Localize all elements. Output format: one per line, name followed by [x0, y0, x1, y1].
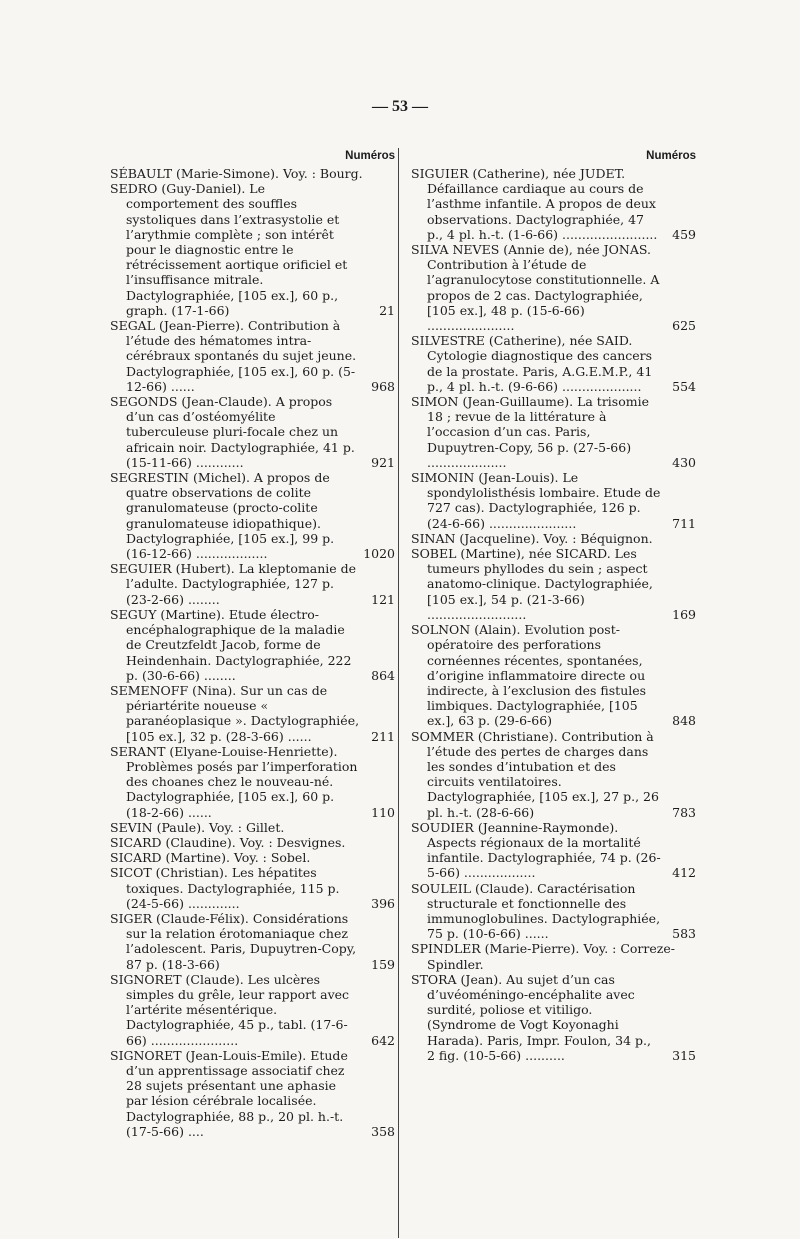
entry-text: STORA (Jean). Au sujet d’un cas d’uvéoméningo-encéphalite avec surdité, poliose et vitiligo. (Syndrome de Vogt Koyonaghi Harada). Paris, Impr. Foulon, 34 p., 2 fig. (10-5-66) .......... [411, 971, 651, 1063]
entry-number: 315 [672, 1047, 696, 1063]
entry-number: 864 [371, 667, 395, 683]
entry-text: SEMENOFF (Nina). Sur un cas de périartérite noueuse « paranéoplasique ». Dactylographiée, [105 ex.], 32 p. (28-3-66) ...... [110, 682, 360, 744]
entry-list [411, 166, 696, 1063]
entry-text: SIMONIN (Jean-Louis). Le spondylolisthésis lombaire. Etude de 727 cas). Dactylographiée, 126 p. (24-6-66) ...................... [411, 470, 661, 531]
column-header: Numéros [345, 150, 395, 162]
entry-text: SIGUIER (Catherine), née JUDET. Défaillance cardiaque au cours de l’asthme infantile. A propos de deux observations. Dactylographiée, 47 p., 4 pl. h.-t. (1-6-66) ........................ [411, 166, 658, 242]
index-entry [110, 972, 395, 1048]
index-entry [110, 318, 395, 394]
entry-number: 459 [672, 226, 696, 242]
entry-text: SEGONDS (Jean-Claude). A propos d’un cas d’ostéomyélite tuberculeuse pluri-focale chez un africain noir. Dactylographiée, 41 p. (15-11-66) ............ [110, 394, 355, 470]
index-entry [411, 820, 696, 881]
column-divider [398, 148, 399, 1238]
entry-number: 968 [371, 378, 395, 394]
entry-text: SEGUIER (Hubert). La kleptomanie de l’adulte. Dactylographiée, 127 p. (23-2-66) ........ [110, 561, 357, 607]
index-entry [411, 242, 696, 333]
index-entry [110, 835, 395, 850]
index-entry [411, 972, 696, 1063]
entry-text: SEGRESTIN (Michel). A propos de quatre observations de colite granulomateuse (procto-colite granulomateuse idiopathique). Dactylographiée, [105 ex.], 99 p. (16-12-66) .................. [110, 470, 335, 562]
entry-number: 642 [371, 1032, 395, 1048]
index-entry [411, 622, 696, 728]
index-entry [411, 166, 696, 242]
entry-text: SEGAL (Jean-Pierre). Contribution à l’étude des hématomes intra-cérébraux spontanés du sujet jeune. Dactylographiée, [105 ex.], 60 p. (5-12-66) ...... [110, 318, 357, 394]
entry-number: 583 [672, 926, 696, 942]
page-number: — 53 — [372, 98, 428, 115]
index-entry [110, 683, 395, 744]
index-entry [411, 531, 696, 546]
entry-number: 1020 [363, 546, 395, 562]
entry-number: 783 [672, 804, 696, 820]
entry-text: SICARD (Martine). Voy. : Sobel. [110, 850, 311, 866]
entry-text: SOBEL (Martine), née SICARD. Les tumeurs phyllodes du sein ; aspect anatomo-clinique. Dactylographiée, [105 ex.], 54 p. (21-3-66) ......................... [411, 546, 653, 622]
entry-number: 21 [379, 302, 395, 318]
entry-number: 169 [672, 606, 696, 622]
index-entry [110, 470, 395, 561]
index-entry [110, 166, 395, 181]
index-entry [110, 865, 395, 911]
entry-number: 396 [371, 895, 395, 911]
entry-number: 921 [371, 454, 395, 470]
entry-text: SOLNON (Alain). Evolution post-opératoire des perforations cornéennes récentes, spontanées, d’origine inflammatoire directe ou indirecte, à l’exclusion des fistules limbiques. Dactylographiée, [105 ex.], 63 p. (29-6-66) [411, 622, 647, 729]
index-entry [411, 470, 696, 531]
entry-text: SOULEIL (Claude). Caractérisation structurale et fonctionnelle des immunoglobulines. Dactylographiée, 75 p. (10-6-66) ...... [411, 880, 661, 942]
entry-number: 211 [371, 728, 395, 744]
left-column [110, 146, 395, 1139]
entry-number: 159 [371, 956, 395, 972]
entry-text: SINAN (Jacqueline). Voy. : Béquignon. [411, 530, 653, 546]
index-entry [411, 394, 696, 470]
entry-text: SOMMER (Christiane). Contribution à l’étude des pertes de charges dans les sondes d’intubation et des circuits ventilatoires. Dactylographiée, [105 ex.], 27 p., 26 pl. h.-t. (28-6-66) [411, 728, 659, 820]
entry-number: 430 [672, 454, 696, 470]
entry-text: SIGER (Claude-Félix). Considérations sur la relation érotomaniaque chez l’adolescent. Paris, Dupuytren-Copy, 87 p. (18-3-66) [110, 910, 357, 972]
index-entry [110, 744, 395, 820]
entry-text: SEGUY (Martine). Etude électro-encéphalographique de la maladie de Creutzfeldt Jacob, forme de Heindenhain. Dactylographiée, 222 p. (30-6-66) ........ [110, 606, 352, 683]
entry-number: 711 [672, 515, 696, 531]
entry-number: 554 [672, 378, 696, 394]
entry-text: SIGNORET (Jean-Louis-Emile). Etude d’un apprentissage associatif chez 28 sujets présentant une aphasie par lésion cérébrale localisée. Dactylographiée, 88 p., 20 pl. h.-t. (17-5-66) .... [110, 1047, 348, 1139]
index-entry [411, 941, 696, 971]
entry-text: SEVIN (Paule). Voy. : Gillet. [110, 819, 285, 835]
index-entry [411, 546, 696, 622]
index-entry [110, 850, 395, 865]
index-entry [110, 181, 395, 318]
entry-number: 358 [371, 1123, 395, 1139]
index-entry [411, 729, 696, 820]
entry-text: SEDRO (Guy-Daniel). Le comportement des souffles systoliques dans l’extrasystolie et l’arythmie complète ; son intérêt pour le diagnostic entre le rétrécissement aortique orificiel et l’insuffisance mitrale. Dactylographiée, [105 ex.], 60 p., graph. (17-1-66) [110, 181, 348, 318]
entry-text: SIMON (Jean-Guillaume). La trisomie 18 ; revue de la littérature à l’occasion d’un cas. Paris, Dupuytren-Copy, 56 p. (27-5-66) .................... [411, 394, 649, 470]
entry-text: SICARD (Claudine). Voy. : Desvignes. [110, 834, 346, 850]
entry-text: SÉBAULT (Marie-Simone). Voy. : Bourg. [110, 166, 363, 181]
index-entry [110, 561, 395, 607]
entry-text: SILVESTRE (Catherine), née SAID. Cytologie diagnostique des cancers de la prostate. Paris, A.G.E.M.P., 41 p., 4 pl. h.-t. (9-6-66) .................... [411, 333, 653, 394]
index-entry [110, 911, 395, 972]
entry-number: 121 [371, 591, 395, 607]
entry-text: SPINDLER (Marie-Pierre). Voy. : Correze-Spindler. [411, 941, 675, 972]
entry-text: SIGNORET (Claude). Les ulcères simples du grêle, leur rapport avec l’artérite mésentérique. Dactylographiée, 45 p., tabl. (17-6-66) ...................... [110, 971, 350, 1048]
index-entry [110, 394, 395, 470]
index-entry [411, 333, 696, 394]
index-entry [110, 607, 395, 683]
entry-text: SOUDIER (Jeannine-Raymonde). Aspects régionaux de la mortalité infantile. Dactylographiée, 74 p. (26-5-66) .................. [411, 819, 661, 881]
right-column [411, 146, 696, 1063]
entry-number: 625 [672, 318, 696, 334]
index-entry [411, 881, 696, 942]
index-entry [110, 1048, 395, 1139]
entry-number: 848 [672, 713, 696, 729]
entry-text: SILVA NEVES (Annie de), née JONAS. Contribution à l’étude de l’agranulocytose constitutionnelle. A propos de 2 cas. Dactylographiée, [105 ex.], 48 p. (15-6-66) ...................... [411, 242, 660, 334]
entry-number: 110 [371, 804, 395, 820]
entry-text: SICOT (Christian). Les hépatites toxiques. Dactylographiée, 115 p. (24-5-66) ............. [110, 865, 340, 911]
entry-text: SERANT (Elyane-Louise-Henriette). Problèmes posés par l’imperforation des choanes chez le nouveau-né. Dactylographiée, [105 ex.], 60 p. (18-2-66) ...... [110, 743, 358, 820]
column-header: Numéros [646, 150, 696, 162]
index-entry [110, 820, 395, 835]
entry-list [110, 166, 395, 1139]
entry-number: 412 [672, 865, 696, 881]
